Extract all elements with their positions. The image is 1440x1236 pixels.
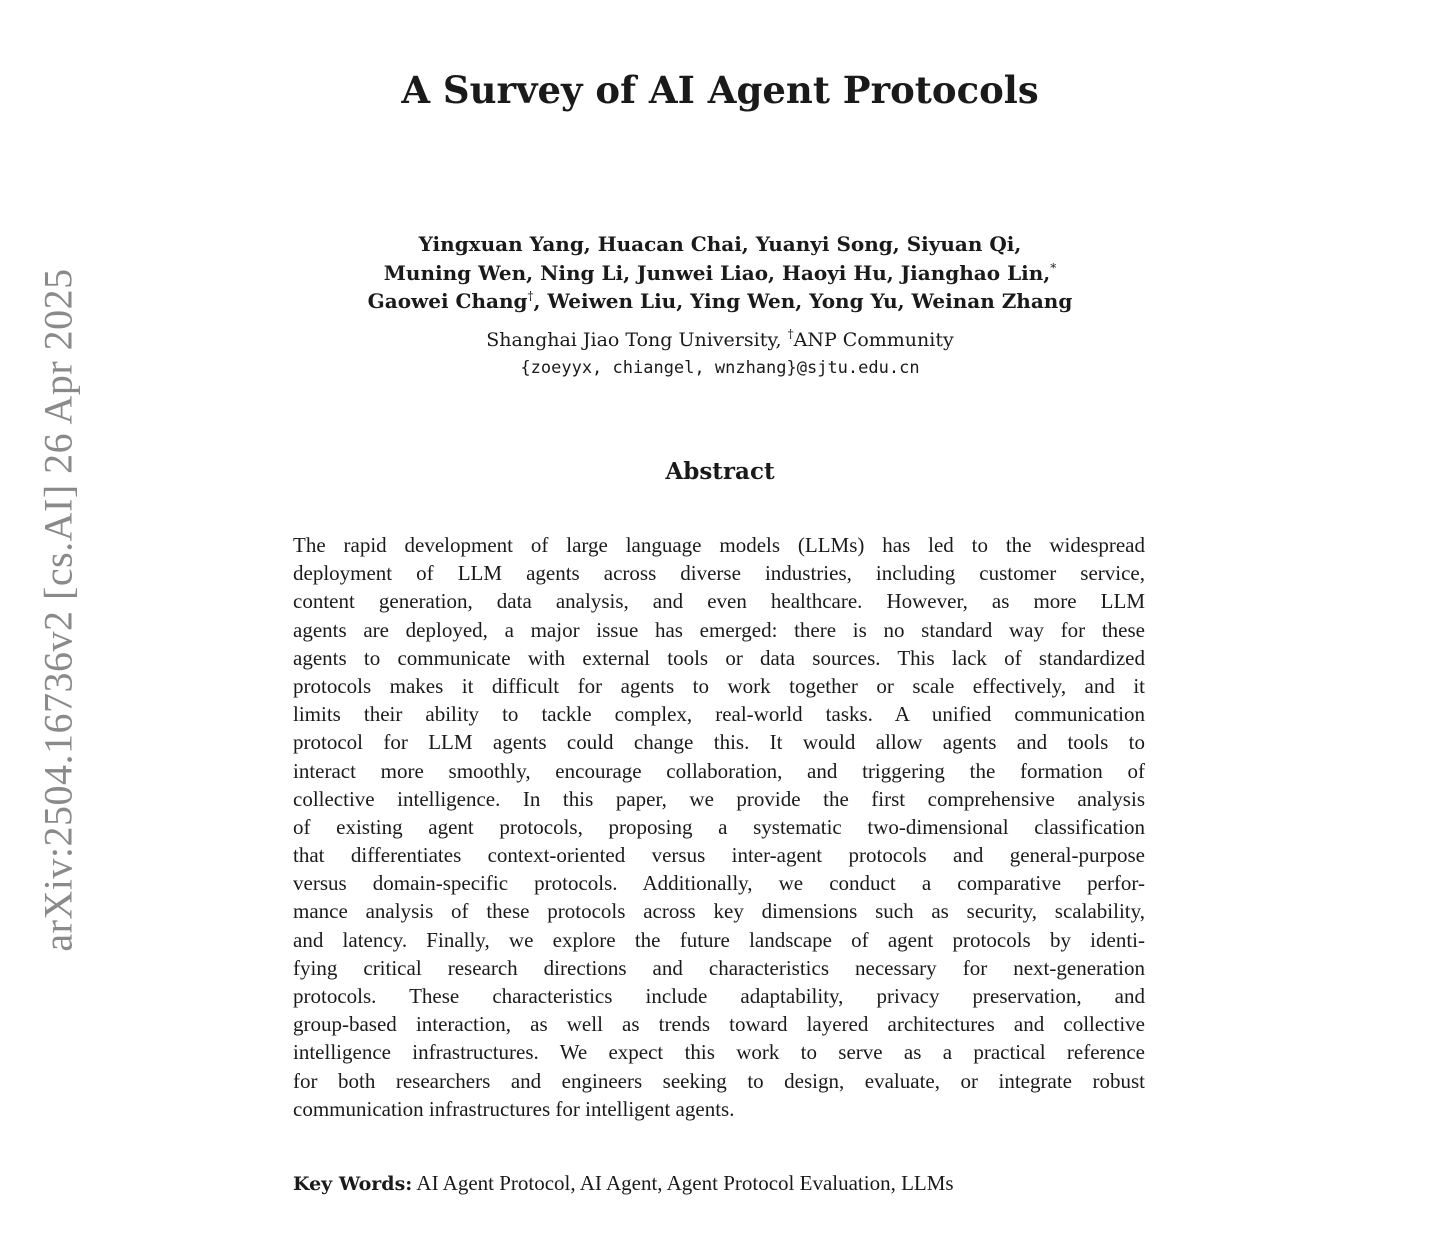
abstract-line: group-based interaction, as well as trends toward layered architectures and collective (293, 1012, 1145, 1037)
paper-title: A Survey of AI Agent Protocols (401, 68, 1039, 112)
equal-contribution-mark: * (1050, 260, 1057, 275)
abstract-line: collective intelligence. In this paper, we provide the first comprehensive analysis (293, 786, 1145, 811)
keywords-text: AI Agent Protocol, AI Agent, Agent Protocol Evaluation, LLMs (412, 1171, 954, 1195)
abstract-line: interact more smoothly, encourage collaboration, and triggering the formation of (293, 758, 1145, 783)
keywords (293, 1168, 1153, 1199)
abstract-line: deployment of LLM agents across diverse industries, including customer service, (293, 561, 1145, 586)
abstract-line: that differentiates context-oriented versus inter-agent protocols and general-purpose (293, 843, 1145, 868)
author-line-1: Yingxuan Yang, Huacan Chai, Yuanyi Song, Siyuan Qi, (418, 232, 1022, 256)
abstract-line: The rapid development of large language models (LLMs) has led to the widespread (293, 533, 1145, 557)
abstract-line: agents are deployed, a major issue has emerged: there is no standard way for these (293, 617, 1145, 642)
affiliation-mark: † (787, 327, 794, 341)
abstract-line: and latency. Finally, we explore the future landscape of agent protocols by identi- (293, 927, 1145, 952)
author-gaowei-chang: Gaowei Chang (367, 289, 528, 313)
abstract-line: communication infrastructures for intelligent agents. (293, 1096, 735, 1121)
contact-email: {zoeyyx, chiangel, wnzhang}@sjtu.edu.cn (520, 358, 920, 378)
keywords-label: Key Words: (293, 1173, 413, 1195)
abstract-line: mance analysis of these protocols across key dimensions such as security, scalability, (293, 899, 1145, 924)
abstract-line: fying critical research directions and characteristics necessary for next-generation (293, 955, 1145, 980)
abstract-line: protocol for LLM agents could change this. It would allow agents and tools to (293, 730, 1145, 755)
abstract-line: of existing agent protocols, proposing a systematic two-dimensional classification (293, 814, 1145, 839)
affiliation-secondary: ANP Community (793, 329, 954, 351)
author-line-2-text: Muning Wen, Ning Li, Junwei Liao, Haoyi Hu, Jianghao Lin, (383, 260, 1051, 285)
abstract-line: intelligence infrastructures. We expect this work to serve as a practical reference (293, 1040, 1145, 1065)
abstract-line: protocols makes it difficult for agents to work together or scale effectively, and it (293, 673, 1145, 698)
abstract-line: agents to communicate with external tools or data sources. This lack of standardized (293, 645, 1145, 670)
abstract-line: protocols. These characteristics include adaptability, privacy preservation, and (293, 984, 1145, 1008)
author-line-3-rest: , Weiwen Liu, Ying Wen, Yong Yu, Weinan Zhang (533, 289, 1073, 313)
arxiv-identifier: arXiv:2504.16736v2 [cs.AI] 26 Apr 2025 (35, 268, 81, 952)
author-list (0, 230, 1440, 316)
abstract-line: content generation, data analysis, and even healthcare. However, as more LLM (293, 589, 1145, 614)
abstract-heading: Abstract (665, 458, 775, 485)
affiliation (0, 326, 1440, 354)
abstract-body (293, 531, 1145, 1123)
abstract-line: versus domain-specific protocols. Additionally, we conduct a comparative perfor- (293, 871, 1145, 896)
author-line-3 (0, 287, 1440, 316)
anp-affiliation-mark: † (527, 289, 534, 303)
author-line-2 (0, 259, 1440, 288)
abstract-line: for both researchers and engineers seeking to design, evaluate, or integrate robust (293, 1068, 1145, 1093)
affiliation-primary: Shanghai Jiao Tong University, (486, 329, 788, 351)
abstract-line: limits their ability to tackle complex, real-world tasks. A unified communication (293, 702, 1145, 727)
